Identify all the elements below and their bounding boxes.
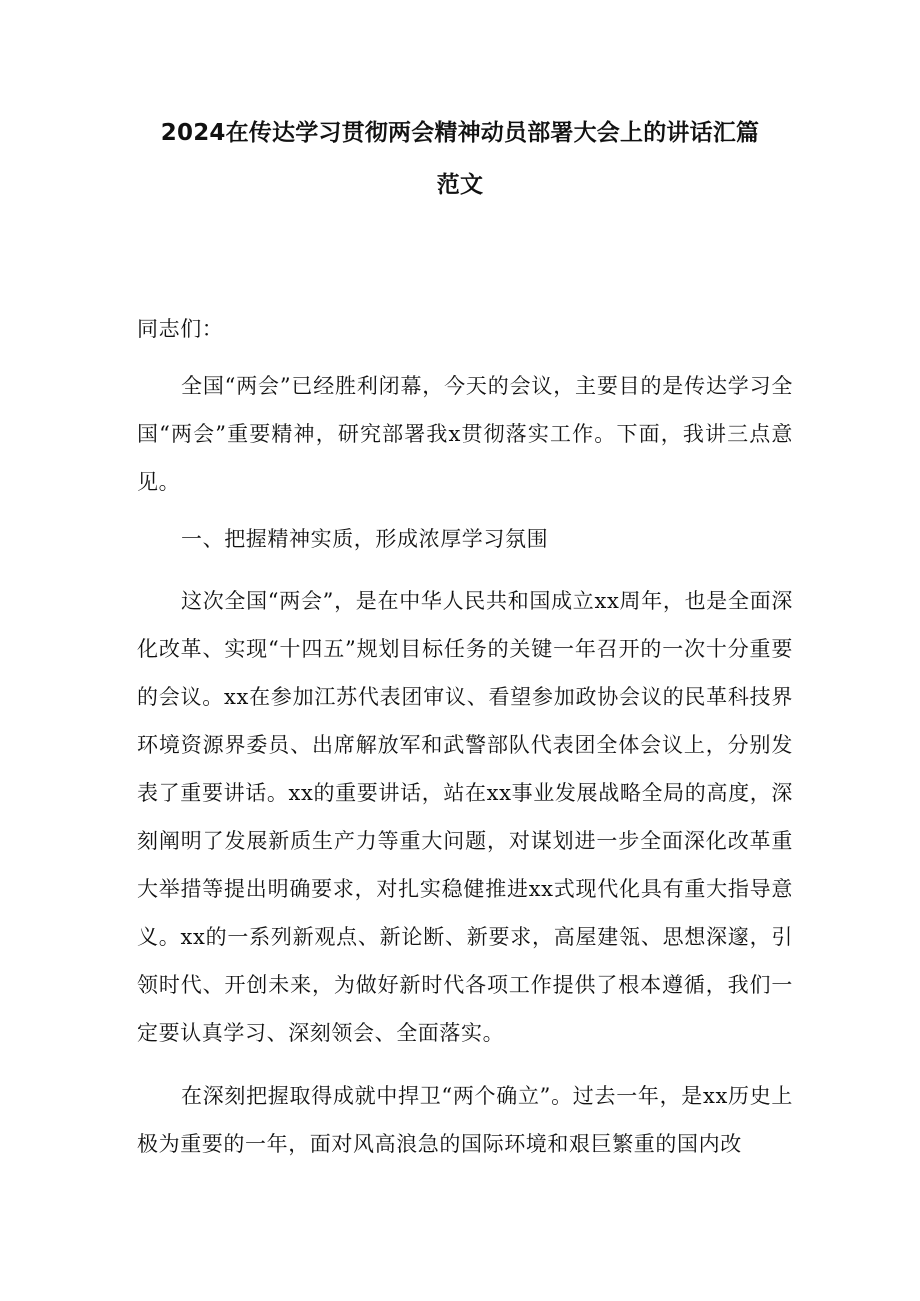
paragraph-intro: 全国“两会”已经胜利闭幕，今天的会议，主要目的是传达学习全国“两会”重要精神，研究部署我x贯彻落实工作。下面，我讲三点意见。 [137, 374, 793, 494]
salutation: 同志们： [137, 317, 224, 341]
section-heading-1: 一、把握精神实质，形成浓厚学习氛围 [181, 527, 549, 551]
document-title-line-2: 范文 [436, 172, 484, 198]
paragraph-section-1-continued: 在深刻把握取得成就中捍卫“两个确立”。过去一年，是xx历史上极为重要的一年，面对风高浪急的国际环境和艰巨繁重的国内改 [137, 1084, 793, 1156]
paragraph-section-1: 这次全国“两会”，是在中华人民共和国成立xx周年，也是全面深化改革、实现“十四五”规划目标任务的关键一年召开的一次十分重要的会议。xx在参加江苏代表团审议、看望参加政协会议的民革科技界环境资源界委员、出席解放军和武警部队代表团全体会议上，分别发表了重要讲话。xx的重要讲话，站在xx事业发展战略全局的高度，深刻阐明了发展新质生产力等重大问题，对谋划进一步全面深化改革重大举措等提出明确要求，对扎实稳健推进xx式现代化具有重大指导意义。xx的一系列新观点、新论断、新要求，高屋建瓴、思想深邃，引领时代、开创未来，为做好新时代各项工作提供了根本遵循，我们一定要认真学习、深刻领会、全面落实。 [137, 589, 793, 1045]
document-title-line-1: 2024在传达学习贯彻两会精神动员部署大会上的讲话汇篇 [160, 120, 760, 146]
